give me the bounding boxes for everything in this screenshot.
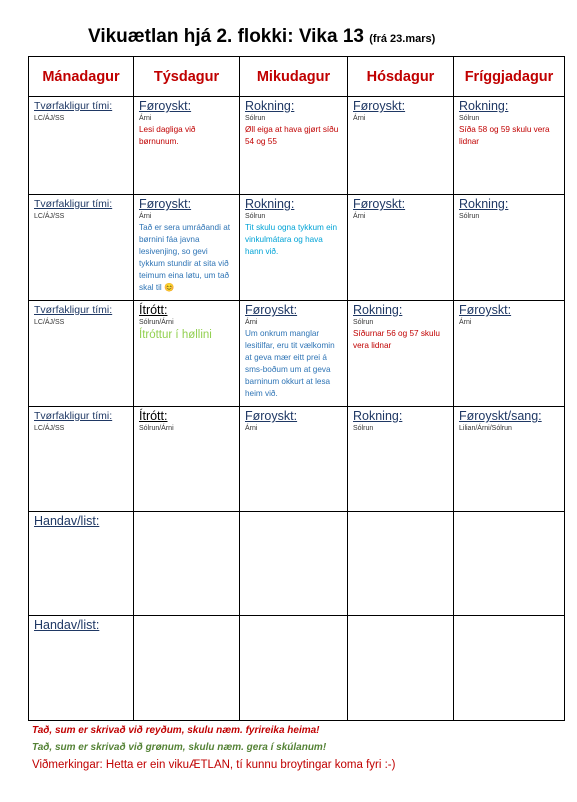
- day-header-friday: Fríggjadagur: [454, 57, 565, 97]
- schedule-cell: [348, 407, 454, 512]
- schedule-cell: [454, 512, 565, 616]
- subject-label: Handav/list:: [34, 618, 100, 632]
- homework-note: Lesi dagliga við børnunum.: [139, 125, 196, 146]
- day-header-wednesday: Mikudagur: [240, 57, 348, 97]
- teacher-label: LC/ÁJ/SS: [34, 213, 65, 220]
- schedule-cell: [134, 407, 240, 512]
- subject-label: Ítrótt:: [139, 303, 168, 317]
- schedule-cell: [240, 97, 348, 195]
- teacher-label: Árni: [139, 213, 152, 220]
- teacher-label: Sólrun: [353, 319, 374, 326]
- schedule-cell: [348, 195, 454, 301]
- schedule-cell: [240, 195, 348, 301]
- schedule-cell: [454, 616, 565, 721]
- footer-red-legend: Tað, sum er skrivað við reyðum, skulu næm. fyrireika heima!: [32, 725, 320, 736]
- teacher-label: Sólrun/Árni: [139, 425, 174, 432]
- schedule-cell: [348, 97, 454, 195]
- subject-label: Føroyskt:: [353, 197, 406, 211]
- footer-remarks: Viðmerkingar: Hetta er ein vikuÆTLAN, tí kunnu broytingar koma fyri :-): [32, 759, 396, 771]
- schedule-cell: [348, 616, 454, 721]
- schedule-row-4: [29, 407, 565, 512]
- schedule-row-6: [29, 616, 565, 721]
- subject-label: Føroyskt:: [245, 409, 298, 423]
- schedule-cell: [240, 407, 348, 512]
- teacher-label: Sólrun: [459, 213, 480, 220]
- subject-label: Tvørfakligur tími:: [34, 198, 113, 210]
- schedule-row-3: [29, 301, 565, 407]
- subject-label: Rokning:: [459, 99, 509, 113]
- subject-label: Rokning:: [245, 197, 295, 211]
- schedule-cell: [240, 512, 348, 616]
- subject-label: Føroyskt:: [139, 197, 192, 211]
- subject-label: Føroyskt:: [459, 303, 512, 317]
- schedule-cell: [454, 195, 565, 301]
- schedule-cell: [29, 97, 134, 195]
- day-header-tuesday: Týsdagur: [134, 57, 240, 97]
- teacher-label: Sólrun: [245, 115, 266, 122]
- info-note: Um onkrum manglar lesitilfar, eru tit vælkomin at geva mær eitt prei á sms-boðum um at geva barninum okkurt at lesa heim við.: [245, 329, 335, 398]
- weekly-schedule-table: [28, 56, 565, 721]
- schedule-cell: [134, 512, 240, 616]
- day-header-monday: Mánadagur: [29, 57, 134, 97]
- schedule-cell: [454, 407, 565, 512]
- schedule-row-2: [29, 195, 565, 301]
- school-note: Ítróttur í høllini: [139, 329, 212, 341]
- schedule-cell: [134, 301, 240, 407]
- subject-label: Tvørfakligur tími:: [34, 304, 113, 316]
- subject-label: Rokning:: [353, 303, 403, 317]
- schedule-cell: [240, 301, 348, 407]
- subject-label: Ítrótt:: [139, 409, 168, 423]
- page-title: [88, 26, 435, 48]
- teacher-label: LC/ÁJ/SS: [34, 115, 65, 122]
- homework-note: Síðurnar 56 og 57 skulu vera lidnar: [353, 329, 440, 350]
- subject-label: Rokning:: [245, 99, 295, 113]
- schedule-cell: [348, 301, 454, 407]
- schedule-cell: [29, 512, 134, 616]
- teacher-label: Lilian/Árni/Sólrun: [459, 425, 512, 432]
- schedule-cell: [454, 301, 565, 407]
- subject-label: Rokning:: [459, 197, 509, 211]
- day-header-row: [29, 57, 565, 97]
- teacher-label: Sólrun/Árni: [139, 319, 174, 326]
- schedule-cell: [134, 195, 240, 301]
- page-title-main: Vikuætlan hjá 2. flokki: Vika 13: [88, 26, 364, 47]
- schedule-cell: [134, 97, 240, 195]
- teacher-label: Árni: [353, 115, 366, 122]
- page-title-sub: (frá 23.mars): [369, 33, 436, 45]
- subject-label: Tvørfakligur tími:: [34, 410, 113, 422]
- subject-label: Handav/list:: [34, 514, 100, 528]
- schedule-cell: [134, 616, 240, 721]
- info-note: Tað er sera umráðandi at børnini fáa javna lesivenjing, so gevi tykkum stundir at sita við teimum eina løtu, um tað skal til 😊: [139, 223, 231, 292]
- homework-note: Síða 58 og 59 skulu vera lidnar: [459, 125, 550, 146]
- subject-label: Rokning:: [353, 409, 403, 423]
- subject-label: Tvørfakligur tími:: [34, 100, 113, 112]
- subject-label: Føroyskt:: [245, 303, 298, 317]
- footer-green-legend: Tað, sum er skrivað við grønum, skulu næm. gera í skúlanum!: [32, 742, 327, 753]
- teacher-label: Sólrun: [353, 425, 374, 432]
- subject-label: Føroyskt/sang:: [459, 409, 542, 423]
- homework-note: Øll eiga at hava gjørt síðu 54 og 55: [245, 125, 339, 146]
- schedule-cell: [29, 195, 134, 301]
- info-note: Tit skulu ogna tykkum ein vinkulmátara og hava hann við.: [245, 223, 338, 256]
- schedule-row-5: [29, 512, 565, 616]
- day-header-thursday: Hósdagur: [348, 57, 454, 97]
- schedule-cell: [240, 616, 348, 721]
- teacher-label: Sólrun: [245, 213, 266, 220]
- schedule-cell: [454, 97, 565, 195]
- schedule-cell: [29, 616, 134, 721]
- teacher-label: LC/ÁJ/SS: [34, 319, 65, 326]
- schedule-cell: [348, 512, 454, 616]
- teacher-label: Árni: [139, 115, 152, 122]
- subject-label: Føroyskt:: [139, 99, 192, 113]
- teacher-label: Árni: [245, 319, 258, 326]
- teacher-label: Sólrun: [459, 115, 480, 122]
- teacher-label: Árni: [245, 425, 258, 432]
- teacher-label: Árni: [459, 319, 472, 326]
- schedule-cell: [29, 301, 134, 407]
- subject-label: Føroyskt:: [353, 99, 406, 113]
- schedule-row-1: [29, 97, 565, 195]
- teacher-label: Árni: [353, 213, 366, 220]
- teacher-label: LC/ÁJ/SS: [34, 425, 65, 432]
- schedule-cell: [29, 407, 134, 512]
